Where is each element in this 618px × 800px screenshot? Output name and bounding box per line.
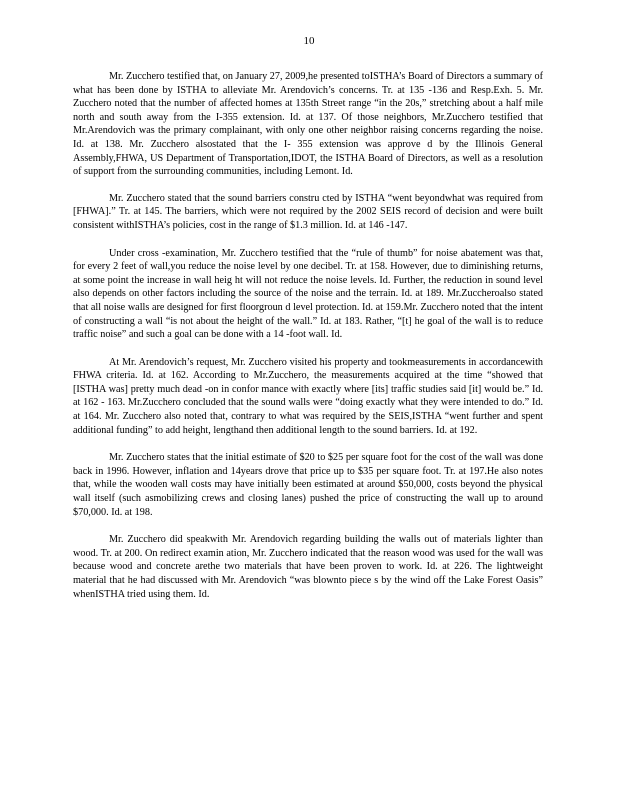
paragraph-cost-estimate: Mr. Zucchero states that the initial estimate of $20 to $25 per square foot for the cost of the wall was done back in 1996. However, inflation and 14years drove that price up to $35 per square foot. Tr. at 197.He also notes that, while the wooden wall costs may have initially been estimated at around $50,000, costs beyond the physical wall itself (such asmobilizing crews and closing lanes) pushed the price of constructing the wall up to around $70,000. Id. at 198. [73,452,543,518]
paragraph-sound-barriers: Mr. Zucchero stated that the sound barriers constru cted by ISTHA “went beyondwhat was required from [FHWA].” Tr. at 145. The barriers, which were not required by the 2002 SEIS record of decision and were built consistent withISTHA’s policies, cost in the range of $1.3 million. Id. at 146 -147. [73,192,543,231]
paragraph-measurements: At Mr. Arendovich’s request, Mr. Zucchero visited his property and tookmeasurements in accordancewith FHWA criteria. Id. at 162. According to Mr.Zucchero, the measurements acquired at the time “showed that [ISTHA was] pretty much dead -on in confor mance with exactly where [its] traffic studies said [it] would be.” Id. at 162 - 163. Mr.Zucchero concluded that the sound walls were “doing exactly what they were intended to do.” Id. at 164. Mr. Zucchero also noted that, contrary to what was required by the SEIS,ISTHA “went further and spent additional funding” to add height, lengthand then additional length to the sound barriers. Id. at 192. [73,356,543,436]
paragraph-board-summary: Mr. Zucchero testified that, on January 27, 2009,he presented toISTHA’s Board of Directors a summary of what has been done by ISTHA to alleviate Mr. Arendovich’s concerns. Tr. at 135 -136 and Resp.Exh. 5. Mr. Zucchero noted that the number of affected homes at 135th Street range “in the 20s,” stretching about a half mile north and south away from the I-355 extension. Id. at 137. Of those neighbors, Mr.Zucchero testified that Mr.Arendovich was the primary complainant, with only one other neighbor raising concerns regarding the noise. Id. at 138. Mr. Zucchero alsostated that the I- 355 extension was approve d by the Illinois General Assembly,FHWA, US Department of Transportation,IDOT, the ISTHA Board of Directors, as well as a resolution of support from the surrounding communities, including Lemont. Id. [73,71,543,178]
paragraph-materials: Mr. Zucchero did speakwith Mr. Arendovich regarding building the walls out of materials lighter than wood. Tr. at 200. On redirect examin ation, Mr. Zucchero indicated that the reason wood was used for the wall was because wood and concrete arethe two materials that have been proven to work. Id. at 226. The lightweight material that he had discussed with Mr. Arendovich “was blownto piece s by the wind off the Lake Forest Oasis” whenISTHA tried using them. Id. [73,534,543,600]
document-body [73,70,543,614]
page-number: 10 [303,35,315,47]
paragraph-cross-examination: Under cross -examination, Mr. Zucchero testified that the “rule of thumb” for noise abatement was that, for every 2 feet of wall,you reduce the noise level by one decibel. Tr. at 158. However, due to diminishing returns, at some point the increase in wall heig ht will not reduce the noise levels. Id. Further, the reduction in sound level also depends on other factors including the source of the noise and the terrain. Id. at 189. Mr.Zuccheroalso stated that all noise walls are designed for first floorgroun d level protection. Id. at 159.Mr. Zucchero noted that the intent of constructing a wall “is not about the height of the wall.” Id. at 183. Rather, “[t] he goal of the wall is to reduce traffic noise” and such a goal can be done with a 14 -foot wall. Id. [73,247,543,341]
